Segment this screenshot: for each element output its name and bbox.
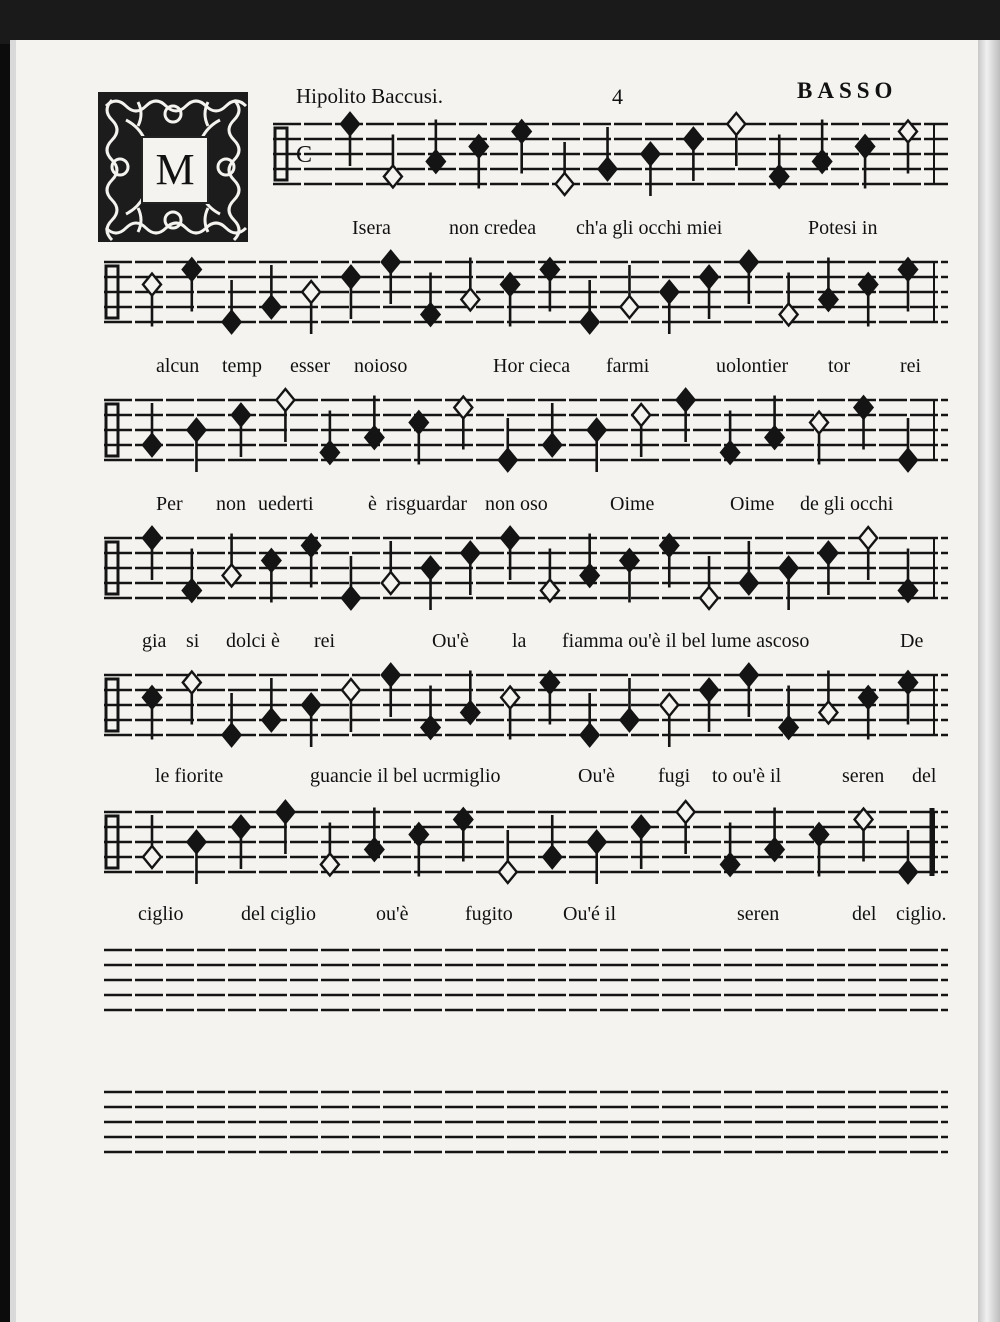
lyric-syllable: to ou'è il [712, 765, 782, 787]
note-head [660, 694, 678, 716]
lyric-syllable: fiamma ou'è il bel lume ascoso [562, 630, 810, 652]
lyric-syllable: le fiorite [155, 765, 224, 787]
note-head [262, 296, 280, 318]
note-head [660, 281, 678, 303]
note-head [461, 542, 479, 564]
note-head [143, 527, 161, 549]
lyric-syllable: ch'a gli occhi miei [576, 217, 723, 239]
lyric-syllable: guancie il bel ucrmiglio [310, 765, 501, 787]
note-head [342, 587, 360, 609]
lyric-syllable: tor [828, 355, 851, 377]
note-head [700, 266, 718, 288]
note-head [187, 831, 205, 853]
note-head [342, 679, 360, 701]
lyric-syllable: fugito [465, 903, 513, 925]
lyric-syllable: Ou'è [578, 765, 615, 787]
lyric-syllable: De [900, 630, 924, 652]
lyric-syllable: Per [156, 493, 183, 515]
page-number: 4 [612, 84, 623, 109]
lyric-syllable: alcun [156, 355, 200, 377]
note-head [276, 801, 294, 823]
note-head [740, 251, 758, 273]
note-head [632, 816, 650, 838]
note-head [341, 113, 359, 135]
lyric-syllable: esser [290, 355, 330, 377]
note-head [859, 527, 877, 549]
note-head [232, 404, 250, 426]
note-head [581, 311, 599, 333]
note-head [556, 173, 574, 195]
note-head [543, 434, 561, 456]
note-head [262, 709, 280, 731]
lyric-syllable: Ou'é il [563, 903, 617, 925]
note-head [543, 846, 561, 868]
lyric-syllable: del [852, 903, 877, 925]
note-head [581, 724, 599, 746]
lyric-syllable: Isera [352, 217, 391, 239]
note-head [700, 587, 718, 609]
note-head [599, 158, 617, 180]
lyric-syllable: è [368, 493, 377, 515]
lyric-syllable: Ou'è [432, 630, 469, 652]
note-head [422, 557, 440, 579]
lyric-syllable: risguardar [386, 493, 468, 515]
note-head [677, 389, 695, 411]
note-head [143, 434, 161, 456]
lyric-syllable: uolontier [716, 355, 789, 377]
note-head [677, 801, 695, 823]
note-head [382, 251, 400, 273]
note-head [223, 311, 241, 333]
note-head [740, 572, 758, 594]
lyric-syllable: dolci è [226, 630, 280, 652]
note-head [780, 557, 798, 579]
note-head [302, 281, 320, 303]
note-head [588, 831, 606, 853]
note-head [232, 816, 250, 838]
note-head [641, 143, 659, 165]
note-head [740, 664, 758, 686]
lyric-syllable: non credea [449, 217, 537, 239]
lyric-syllable: fugi [658, 765, 691, 787]
note-head [620, 709, 638, 731]
note-head [276, 389, 294, 411]
lyric-syllable: gia [142, 630, 167, 652]
lyric-syllable: rei [900, 355, 922, 377]
lyric-syllable: del [912, 765, 937, 787]
note-head [223, 724, 241, 746]
lyric-syllable: Oime [730, 493, 775, 515]
note-head [700, 679, 718, 701]
note-head [620, 296, 638, 318]
lyric-syllable: de gli occhi [800, 493, 894, 515]
note-head [899, 449, 917, 471]
lyric-syllable: seren [737, 903, 780, 925]
note-head [187, 419, 205, 441]
note-head [819, 542, 837, 564]
note-head [382, 664, 400, 686]
note-head [499, 861, 517, 883]
lyric-syllable: la [512, 630, 527, 652]
lyric-syllable: non [216, 493, 246, 515]
lyric-syllable: Oime [610, 493, 655, 515]
lyric-syllable: rei [314, 630, 336, 652]
note-head [143, 846, 161, 868]
composer-name: Hipolito Baccusi. [296, 84, 443, 108]
lyric-syllable: noioso [354, 355, 408, 377]
lyric-syllable: ciglio. [896, 903, 947, 925]
lyric-syllable: uederti [258, 493, 314, 515]
note-head [499, 449, 517, 471]
initial-letter: M [141, 136, 209, 204]
note-head [684, 128, 702, 150]
lyric-syllable: ciglio [138, 903, 184, 925]
time-signature-icon: C [296, 142, 313, 168]
lyric-syllable: Hor cieca [493, 355, 571, 377]
note-head [342, 266, 360, 288]
note-head [302, 694, 320, 716]
lyric-syllable: farmi [606, 355, 650, 377]
note-head [727, 113, 745, 135]
lyric-syllable: del ciglio [241, 903, 316, 925]
lyric-syllable: ou'è [376, 903, 409, 925]
note-head [899, 861, 917, 883]
lyric-syllable: temp [222, 355, 262, 377]
note-head [588, 419, 606, 441]
lyric-syllable: si [186, 630, 200, 652]
voice-part-title: BASSO [797, 78, 898, 103]
note-head [632, 404, 650, 426]
lyric-syllable: non oso [485, 493, 548, 515]
lyric-syllable: seren [842, 765, 885, 787]
note-head [501, 527, 519, 549]
note-head [382, 572, 400, 594]
lyric-syllable: Potesi in [808, 217, 878, 239]
